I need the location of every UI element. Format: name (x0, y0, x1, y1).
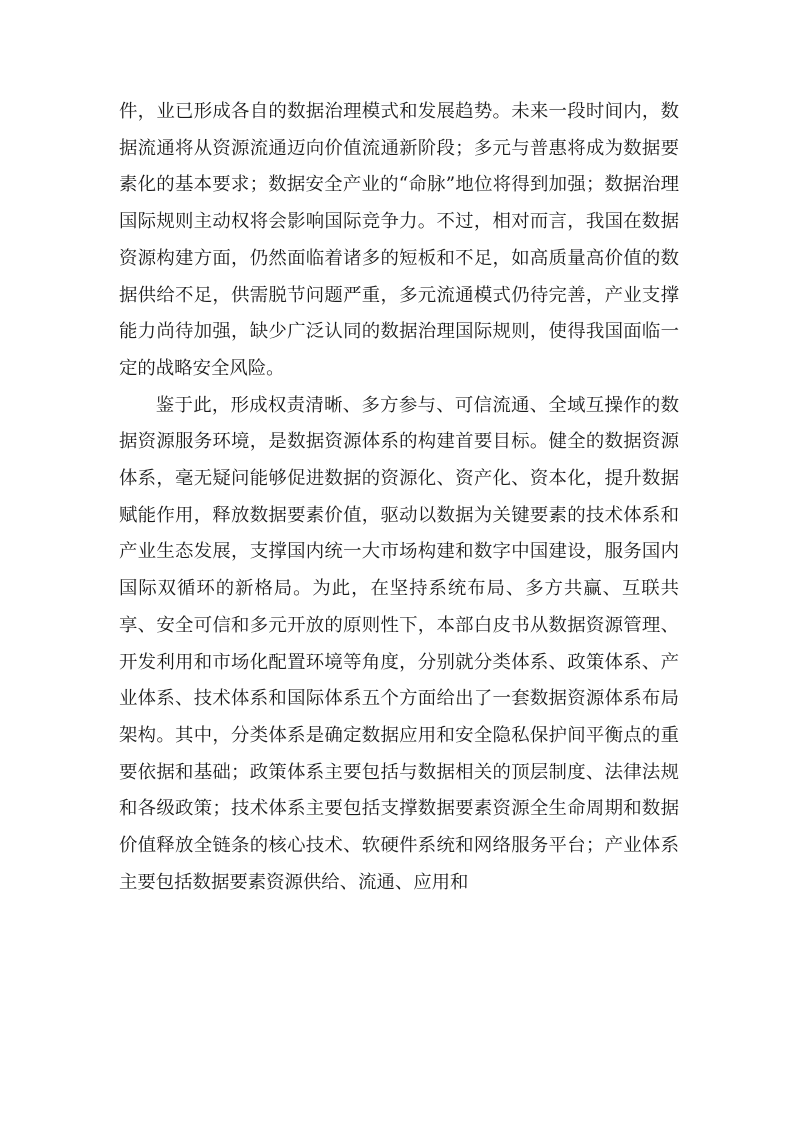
paragraph-2: 鉴于此，形成权责清晰、多方参与、可信流通、全域互操作的数据资源服务环境，是数据资源体系的构建首要目标。健全的数据资源体系，毫无疑问能够促进数据的资源化、资产化、资本化，提升数据赋能作用，释放数据要素价值，驱动以数据为关键要素的技术体系和产业生态发展，支撑国内统一大市场构建和数字中国建设，服务国内国际双循环的新格局。为此，在坚持系统布局、多方共赢、互联共享、安全可信和多元开放的原则性下，本部白皮书从数据资源管理、开发利用和市场化配置环境等角度，分别就分类体系、政策体系、产业体系、技术体系和国际体系五个方面给出了一套数据资源体系布局架构。其中，分类体系是确定数据应用和安全隐私保护间平衡点的重要依据和基础；政策体系主要包括与数据相关的顶层制度、法律法规和各级政策；技术体系主要包括支撑数据要素资源全生命周期和数据价值释放全链条的核心技术、软硬件系统和网络服务平台；产业体系主要包括数据要素资源供给、流通、应用和 (119, 394, 679, 893)
body-text (119, 94, 679, 901)
paragraph-1: 件，业已形成各自的数据治理模式和发展趋势。未来一段时间内，数据流通将从资源流通迈向价值流通新阶段；多元与普惠将成为数据要素化的基本要求；数据安全产业的“命脉”地位将得到加强；数据治理国际规则主动权将会影响国际竞争力。不过，相对而言，我国在数据资源构建方面，仍然面临着诸多的短板和不足，如高质量高价值的数据供给不足，供需脱节问题严重，多元流通模式仍待完善，产业支撑能力尚待加强，缺少广泛认同的数据治理国际规则，使得我国面临一定的战略安全风险。 (119, 101, 679, 379)
